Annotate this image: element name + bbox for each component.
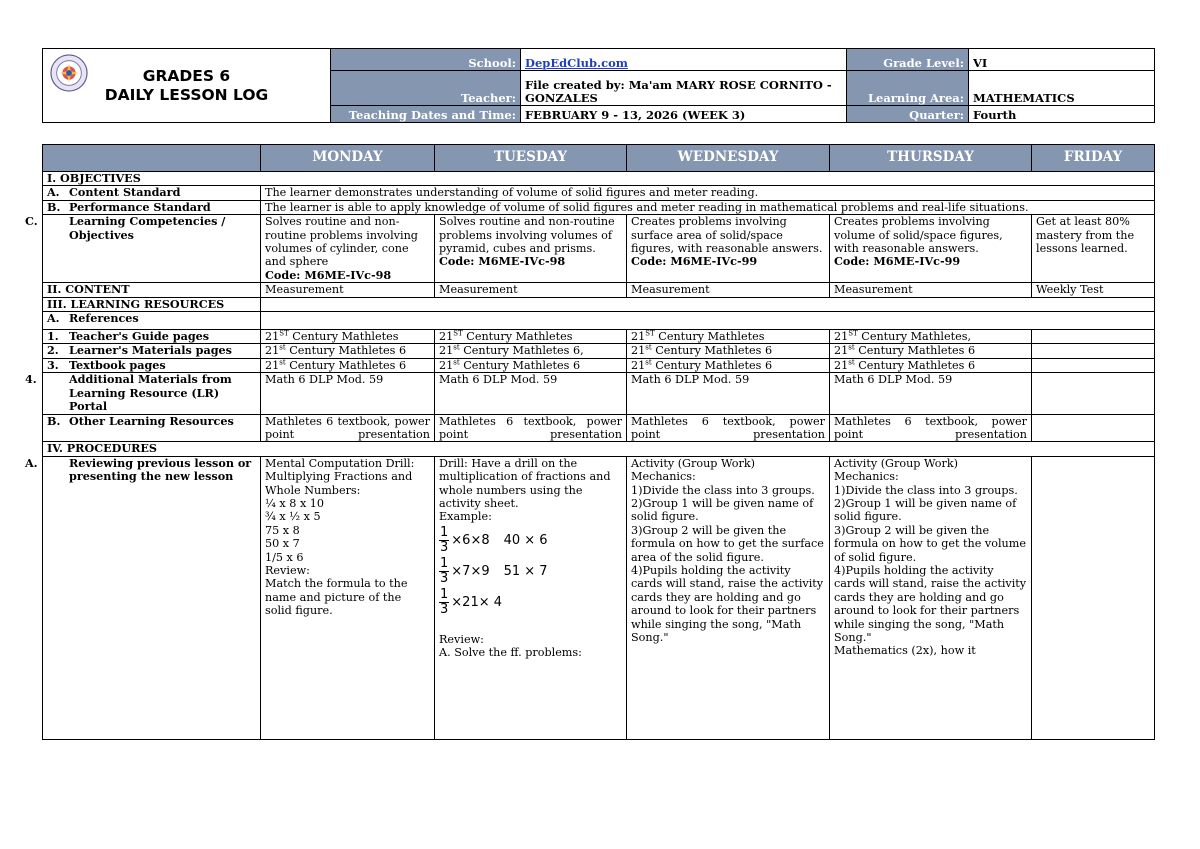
other-monday: Mathletes 6 textbook, power point presentation — [261, 414, 435, 442]
additional-materials-label: 4. Additional Materials from Learning Resource (LR) Portal — [43, 373, 261, 414]
day-monday: MONDAY — [261, 145, 435, 172]
day-header-blank — [43, 145, 261, 172]
lesson-log-page — [25, 48, 1154, 740]
add-wednesday: Math 6 DLP Mod. 59 — [627, 373, 830, 414]
tb-tuesday: 21st Century Mathletes 6 — [435, 358, 627, 372]
references-blank — [261, 312, 1155, 330]
tg-thursday: 21ST Century Mathletes, — [830, 330, 1032, 344]
school-value — [521, 49, 847, 71]
content-monday: Measurement — [261, 283, 435, 297]
learners-materials-label: 2. Learner's Materials pages — [43, 344, 261, 358]
other-wednesday: Mathletes 6 textbook, power point presentation — [627, 414, 830, 442]
content-friday: Weekly Test — [1032, 283, 1155, 297]
learners-materials-row — [43, 344, 1155, 358]
teacher-label: Teacher: — [331, 71, 521, 106]
area-value: MATHEMATICS — [969, 71, 1155, 106]
content-standard-text: The learner demonstrates understanding of volume of solid figures and meter reading. — [261, 186, 1155, 200]
tb-friday — [1032, 358, 1155, 372]
dates-value: FEBRUARY 9 - 13, 2026 (WEEK 3) — [521, 106, 847, 123]
drill-expression-1: $\frac{1}{3}$ ×6×8 40 × 6 — [440, 524, 548, 555]
objectives-heading: I. OBJECTIVES — [43, 172, 1155, 186]
additional-materials-row — [43, 373, 1155, 414]
content-thursday: Measurement — [830, 283, 1032, 297]
content-standard-label: A. Content Standard — [43, 186, 261, 200]
competency-thursday: Creates problems involving volume of solid/space figures, with reasonable answers. Code: M6ME-IVc-99 — [830, 215, 1032, 283]
tg-monday: 21ST Century Mathletes — [261, 330, 435, 344]
day-header-row — [43, 145, 1155, 172]
lm-tuesday: 21st Century Mathletes 6, — [435, 344, 627, 358]
deped-seal-icon — [50, 54, 88, 92]
day-wednesday: WEDNESDAY — [627, 145, 830, 172]
day-friday: FRIDAY — [1032, 145, 1155, 172]
content-row — [43, 283, 1155, 297]
other-thursday: Mathletes 6 textbook, power point presentation — [830, 414, 1032, 442]
competency-tuesday: Solves routine and non-routine problems involving volumes of pyramid, cubes and prisms. Code: M6ME-IVc-98 — [435, 215, 627, 283]
procedure-a-friday — [1032, 456, 1155, 739]
lm-friday — [1032, 344, 1155, 358]
resources-blank — [261, 297, 1155, 311]
procedure-a-thursday: Activity (Group Work) Mechanics: 1)Divide the class into 3 groups. 2)Group 1 will be given name of solid figure. 3)Group 2 will be given the formula on how to get the volume of solid figure. 4)Pupils holding the activity cards will stand, raise the activity cards they are holding and go around to look for their partners while singing the song, "Math Song." Mathematics (2x), how it — [830, 456, 1032, 739]
school-label: School: — [331, 49, 521, 71]
day-tuesday: TUESDAY — [435, 145, 627, 172]
content-tuesday: Measurement — [435, 283, 627, 297]
add-thursday: Math 6 DLP Mod. 59 — [830, 373, 1032, 414]
add-friday — [1032, 373, 1155, 414]
day-thursday: THURSDAY — [830, 145, 1032, 172]
tb-wednesday: 21st Century Mathletes 6 — [627, 358, 830, 372]
tg-tuesday: 21ST Century Mathletes — [435, 330, 627, 344]
title-line-1: GRADES 6 — [142, 66, 231, 85]
lesson-table — [25, 144, 1155, 740]
competency-friday: Get at least 80% mastery from the lessons learned. — [1032, 215, 1155, 283]
other-resources-label: B. Other Learning Resources — [43, 414, 261, 442]
tg-friday — [1032, 330, 1155, 344]
lm-monday: 21st Century Mathletes 6 — [261, 344, 435, 358]
tb-thursday: 21st Century Mathletes 6 — [830, 358, 1032, 372]
other-resources-row — [43, 414, 1155, 442]
procedures-row — [43, 442, 1155, 456]
performance-standard-text: The learner is able to apply knowledge of volume of solid figures and meter reading in mathematical problems and real-life situations. — [261, 200, 1155, 214]
performance-standard-label: B. Performance Standard — [43, 200, 261, 214]
objectives-row — [43, 172, 1155, 186]
teachers-guide-row — [43, 330, 1155, 344]
title-line-2: DAILY LESSON LOG — [104, 85, 269, 104]
competencies-label: C. Learning Competencies / Objectives — [43, 215, 261, 283]
competencies-row — [43, 215, 1155, 283]
textbook-row — [43, 358, 1155, 372]
grade-label: Grade Level: — [847, 49, 969, 71]
resources-heading: III. LEARNING RESOURCES — [43, 297, 261, 311]
header-title-cell — [43, 49, 331, 123]
tb-monday: 21st Century Mathletes 6 — [261, 358, 435, 372]
header-table — [42, 48, 1155, 123]
add-monday: Math 6 DLP Mod. 59 — [261, 373, 435, 414]
procedures-heading: IV. PROCEDURES — [43, 442, 1155, 456]
drill-expression-3: $\frac{1}{3}$ ×21× 4 — [440, 586, 503, 617]
teacher-value: File created by: Ma'am MARY ROSE CORNITO - GONZALES — [521, 71, 847, 106]
procedure-a-row — [43, 456, 1155, 739]
references-label: A. References — [43, 312, 261, 330]
drill-expression-2: $\frac{1}{3}$ ×7×9 51 × 7 — [440, 555, 548, 586]
lm-thursday: 21st Century Mathletes 6 — [830, 344, 1032, 358]
competency-wednesday: Creates problems involving surface area of solid/space figures, with reasonable answers. Code: M6ME-IVc-99 — [627, 215, 830, 283]
other-tuesday: Mathletes 6 textbook, power point presentation — [435, 414, 627, 442]
procedure-a-wednesday: Activity (Group Work) Mechanics: 1)Divide the class into 3 groups. 2)Group 1 will be given name of solid figure. 3)Group 2 will be given the formula on how to get the surface area of the solid figure. 4)Pupils holding the activity cards will stand, raise the activity cards they are holding and go around to look for their partners while singing the song, "Math Song." — [627, 456, 830, 739]
quarter-label: Quarter: — [847, 106, 969, 123]
school-link[interactable]: DepEdClub.com — [525, 56, 628, 70]
teachers-guide-label: 1. Teacher's Guide pages — [43, 330, 261, 344]
textbook-label: 3. Textbook pages — [43, 358, 261, 372]
add-tuesday: Math 6 DLP Mod. 59 — [435, 373, 627, 414]
procedure-a-label: A. Reviewing previous lesson or presenting the new lesson — [43, 456, 261, 739]
content-heading: II. CONTENT — [43, 283, 261, 297]
content-wednesday: Measurement — [627, 283, 830, 297]
tg-wednesday: 21ST Century Mathletes — [627, 330, 830, 344]
area-label: Learning Area: — [847, 71, 969, 106]
resources-row — [43, 297, 1155, 311]
quarter-value: Fourth — [969, 106, 1155, 123]
procedure-a-monday: Mental Computation Drill: Multiplying Fractions and Whole Numbers: ¼ x 8 x 10 ¾ x ½ x 5 75 x 8 50 x 7 1/5 x 6 Review: Match the formula to the name and picture of the solid figure. — [261, 456, 435, 739]
content-standard-row — [43, 186, 1155, 200]
competency-monday: Solves routine and non-routine problems involving volumes of cylinder, cone and sphere Code: M6ME-IVc-98 — [261, 215, 435, 283]
other-friday — [1032, 414, 1155, 442]
grade-value: VI — [969, 49, 1155, 71]
procedure-a-tuesday: Drill: Have a drill on the multiplication of fractions and whole numbers using the activity sheet. Example: $\frac{1}{3}$ ×6×8 40 × 6 $\frac{1}{3}$ ×7×9 51 × 7 $\frac{1}{3}$ ×21× 4 Review: A. Solve the ff. problems: — [435, 456, 627, 739]
lm-wednesday: 21st Century Mathletes 6 — [627, 344, 830, 358]
performance-standard-row — [43, 200, 1155, 214]
references-row — [43, 312, 1155, 330]
dates-label: Teaching Dates and Time: — [331, 106, 521, 123]
